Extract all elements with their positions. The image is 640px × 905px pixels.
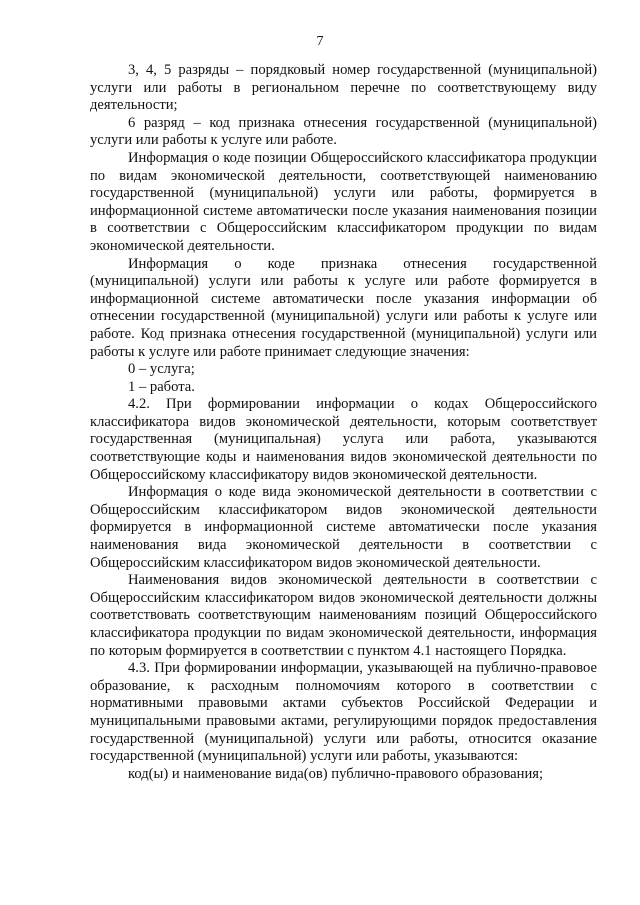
list-item-work: 1 – работа. xyxy=(128,378,195,395)
paragraph-okved-names: Наименования видов экономической деятельности в соответствии с Общероссийским классификатором видов экономической деятельности должны соответствовать соответствующим наименованиям позиций Общероссийского классификатора продукции по видам экономической деятельности, информация по которым формируется в соответствии с пунктом 4.1 настоящего Порядка. xyxy=(90,572,597,659)
page-number: 7 xyxy=(316,34,324,49)
paragraph-digit-6: 6 разряд – код признака отнесения государственной (муниципальной) услуги или работы к услуге или работе. xyxy=(90,114,597,149)
paragraph-attribute-code-info: Информация о коде признака отнесения государственной (муниципальной) услуги или работы к услуге или работе формируется в информационной системе автоматически после указания информации об отнесении государственной (муниципальной) услуги или работы к услуге или работе. Код признака отнесения государственной (муниципальной) услуги или работы к услуге или работе принимает следующие значения: xyxy=(90,255,597,360)
document-body xyxy=(90,62,597,783)
paragraph-okved-code-info: Информация о коде вида экономической деятельности в соответствии с Общероссийским классификатором видов экономической деятельности формируется в информационной системе автоматически после указания наименования вида экономической деятельности в соответствии с Общероссийским классификатором видов экономической деятельности. xyxy=(90,484,597,571)
paragraph-section-4-2: 4.2. При формировании информации о кодах Общероссийского классификатора видов экономической деятельности, которым соответствует государственная (муниципальная) услуга или работа, указываются соответствующие коды и наименования видов экономической деятельности по Общероссийскому классификатору видов экономической деятельности. xyxy=(90,396,597,483)
paragraph-section-4-3: 4.3. При формировании информации, указывающей на публично-правовое образование, к расходным полномочиям которого в соответствии с нормативными правовыми актами субъектов Российской Федерации и муниципальными правовыми актами, регулирующими порядок предоставления государственной (муниципальной) услуги или работы, относится оказание государственной (муниципальной) услуги или работы, указываются: xyxy=(90,660,597,765)
paragraph-codes-and-names: код(ы) и наименование вида(ов) публично-правового образования; xyxy=(128,765,544,782)
paragraph-digits-3-5: 3, 4, 5 разряды – порядковый номер государственной (муниципальной) услуги или работы в региональном перечне по соответствующему виду деятельности; xyxy=(90,62,597,114)
paragraph-okpd-code-info: Информация о коде позиции Общероссийского классификатора продукции по видам экономической деятельности, соответствующей наименованию государственной (муниципальной) услуги или работы, формируется в информационной системе автоматически после указания наименования позиции в соответствии с Общероссийским классификатором продукции по видам экономической деятельности. xyxy=(90,149,597,254)
list-item-service: 0 – услуга; xyxy=(128,361,195,378)
